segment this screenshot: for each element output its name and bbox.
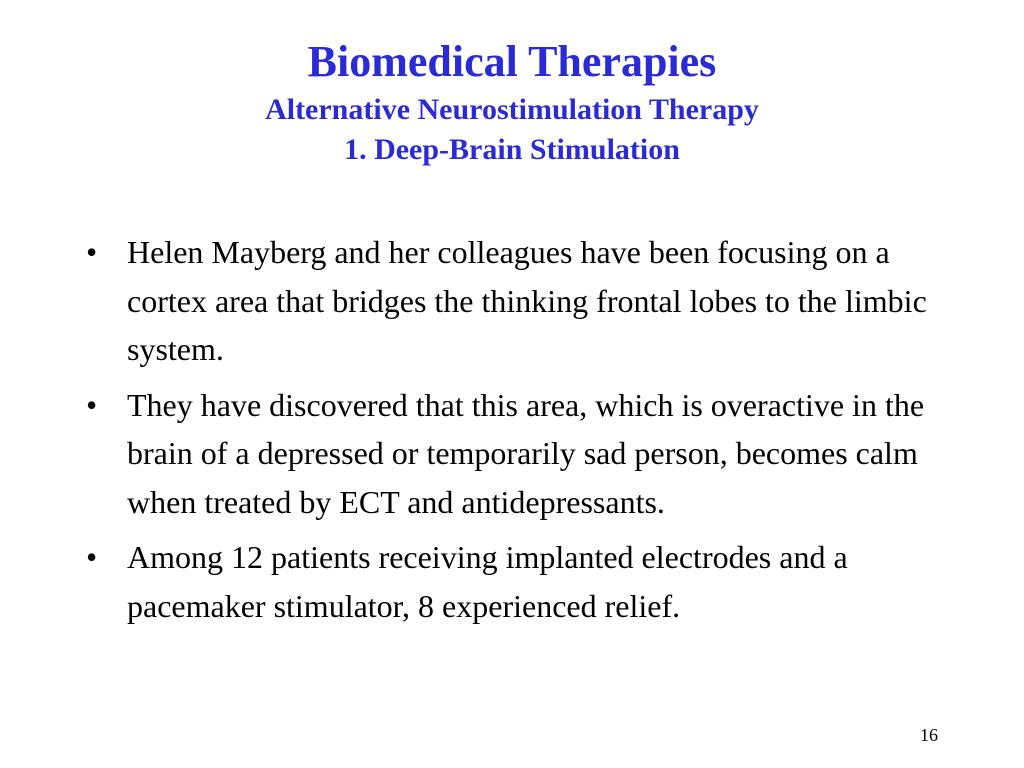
bullet-text: They have discovered that this area, which is overactive in the brain of a depressed or temporarily sad person, becomes calm when treated by ECT and antidepressants. [127, 386, 925, 520]
bullet-item-2 [86, 381, 946, 527]
bullet-item-3 [86, 533, 946, 630]
bullet-list [86, 228, 946, 637]
bullet-marker: • [86, 386, 98, 423]
bullet-marker: • [86, 539, 98, 575]
slide-title: Biomedical Therapies [307, 37, 717, 86]
bullet-text: Among 12 patients receiving implanted electrodes and a pacemaker stimulator, 8 experienced relief. [127, 539, 848, 624]
slide-subtitle-line-1: Alternative Neurostimulation Therapy [265, 93, 759, 126]
title-block [0, 34, 1024, 170]
bullet-marker: • [86, 234, 98, 270]
slide-subtitle-line-2: 1. Deep-Brain Stimulation [344, 133, 680, 166]
bullet-item-1 [86, 228, 946, 374]
bullet-text: Helen Mayberg and her colleagues have been focusing on a cortex area that bridges the thinking frontal lobes to the limbic system. [127, 234, 927, 367]
page-number: 16 [920, 725, 938, 745]
